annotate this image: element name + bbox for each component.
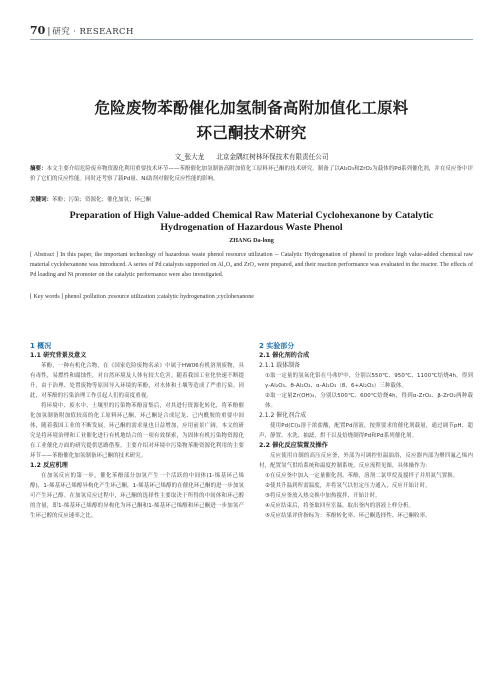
header-rule <box>30 39 473 40</box>
abstract-en: [ Abstract ] In this paper, the important technology of hazardous waste phenol resource utilization -- Catalytic Hydrogenation of phenol to produce high value-added chemical raw material cyclohexanone was introduced. A series of Pd catalysts supported on Al₂O₃ and ZrO₂ were prepared, and their reaction performance was evaluated in the reactor. The effects of Pd loading and Ni promoter on the catalytic performance were also investigated. <box>30 252 473 279</box>
abstract-cn <box>30 164 473 184</box>
body-column-right <box>259 341 473 521</box>
article-title-en-line2: Hydrogenation of Hazardous Waste Phenol <box>160 222 343 233</box>
running-header <box>30 24 134 38</box>
heading-background: 1.1 研究背景及意义 <box>30 352 87 359</box>
heading-catalyst-synthesis: 2.1.2 催化剂合成 <box>259 412 307 419</box>
abstract-cn-text: 本文主要介绍危险废弃物资源化利用重要技术环节——苯酚催化加氢制备高附加值化工原料环己酮的技术研究。制备了以Al₂O₃和ZrO₂为载体的Pd系列催化剂，并在反应釜中评价了它们的反应性能。同时还考察了载Pd量、Ni助剂对催化反应性能的影响。 <box>30 166 473 182</box>
article-title-en-line1: Preparation of High Value-added Chemical Raw Material Cyclohexanone by Catalytic <box>69 210 434 221</box>
reaction-step-1: ①在反应釜中加入一定量催化剂、苯酚，溶剂二氯甲烷及搅拌子并用氮气置换。 <box>265 473 459 479</box>
affiliation: 北京金隅红树林环保技术有限责任公司 <box>216 153 329 161</box>
author-cn: 文_张大龙 <box>174 153 205 161</box>
header-separator: | <box>47 27 51 37</box>
heading-support-prep: 2.1.1 载体制备 <box>259 362 301 369</box>
page-number: 70 <box>30 24 46 37</box>
support-step-1: ①取一定量的氢氧化铝在马弗炉中，分别以550℃、950℃、1100℃焙烧4h，得到γ-Al₂O₃、θ-Al₂O₃、α-Al₂O₃（8、6+Al₂O₃）三种载体。 <box>265 373 473 389</box>
reaction-step-3: ③将反应釜放入热交换中加热搅拌、开始计时。 <box>265 493 381 499</box>
heading-experiment: 2 实验部分 <box>259 342 295 350</box>
paragraph-background-2: 将环境中、废水中、土壤里的污染物苯酚富集后，对其进行资源化转化，将苯酚催化加氢制备附加值较高的化工原料环己酮，环己酮是合成尼龙、己内酰胺的重要中间体，随着我国工业的不断发展，环己酮的需求量也日益增加，应用前景广阔。本文的研究是将环境治理和工业催化进行有机地结合的一项有效探索，为固体有机污染物资源化在工业催化方面的研究提供思路借鉴，主要介绍对环境中污染物苯酚资源化利用的主要环节——苯酚催化加氢制备环己酮的技术研究。 <box>30 403 244 459</box>
paragraph-reaction-setup: 反应使用自制的高压反应釜，外部为可调控恒温油浴，反应器内部为聚四氟乙烯内衬，配置氢气供给系统和温度控制系统，反应流程见图，具体操作为： <box>259 453 473 469</box>
heading-catalyst-prep: 2.1 催化剂的合成 <box>259 352 310 359</box>
heading-mechanism: 1.2 反应机理 <box>30 462 68 469</box>
author-en: ZHANG Da-long <box>229 238 274 244</box>
keywords-en: [ Key words ] phenol ;pollution ;resource utilization ;catalytic hydrogenation ;cyclohexanone <box>30 294 254 300</box>
keywords-cn <box>30 195 473 203</box>
article-title-cn-line2: 环己酮技术研究 <box>196 123 307 142</box>
paragraph-background-1: 苯酚，一种有机化合物，在《国家危险废物名录》中属于HW06有机溶剂废物，具有毒性，易燃性和腐蚀性，对自然环境及人体有较大危害。随着我国工业化快速不断提升，由于治理、处置废物等原因导入环境的苯酚，对水体和土壤等造成了严重污染。因此，对苯酚的污染治理工作引起人们的高度重视。 <box>30 363 244 399</box>
paragraph-mechanism: 在加氢反应的第一步，催化苯酚部分加氢产生一个活跃的中间体(1-烯基环己烯醇)，1-烯基环己烯醇异构化产生环己酮，1-烯基环己烯醇的在催化环己酮的进一步加氢可产生环己醇。在加氢反应过程中，环己酮的选择性主要取决于所得的中间体和环己醇的含量，即1-烯基环己烯醇的异构化为环己酮和1-烯基环己烯醇和环己酮进一步加氢产生环己醇的反应速率之比。 <box>30 473 244 519</box>
heading-overview: 1 概况 <box>30 342 52 350</box>
abstract-cn-label: 摘要： <box>30 166 47 172</box>
keywords-cn-text: 苯酚；污染；资源化；催化加氢；环己酮 <box>52 197 152 203</box>
reaction-step-4: ④反应结束后，将釜取回至室温，取出釜内的溶液上样分析。 <box>265 503 415 509</box>
reaction-step-5: ⑤反应结果评价指标为：苯酚转化率、环己酮选择性、环己酮收率。 <box>265 513 431 519</box>
reaction-step-2: ②使其升温到所需温度，并将氢气以恒定压力通入，反应开始计时。 <box>265 483 431 489</box>
support-step-2: ②取一定量Zr(OH)₄，分别以500℃、600℃焙烧4h，得到α-ZrO₂、β-ZrO₂两种载体。 <box>265 393 473 409</box>
keywords-cn-label: 关键词： <box>30 197 53 203</box>
heading-reaction-setup: 2.2 催化反应装置及操作 <box>259 442 328 449</box>
article-title-cn-line1: 危险废物苯酚催化加氢制备高附加值化工原料 <box>94 98 409 117</box>
body-column-left <box>30 341 244 521</box>
byline <box>0 151 503 161</box>
paragraph-catalyst-synthesis: 使用Pd(Cl)₂溶于浓盐酸，配置Pd溶液，按照要求的催化剂载量，通过调节pH，超声、静置、水洗、抽滤，烘干以及焙烧制得Pd和Pd系列催化剂。 <box>259 423 473 439</box>
section-name: 研究 · RESEARCH <box>52 27 134 37</box>
